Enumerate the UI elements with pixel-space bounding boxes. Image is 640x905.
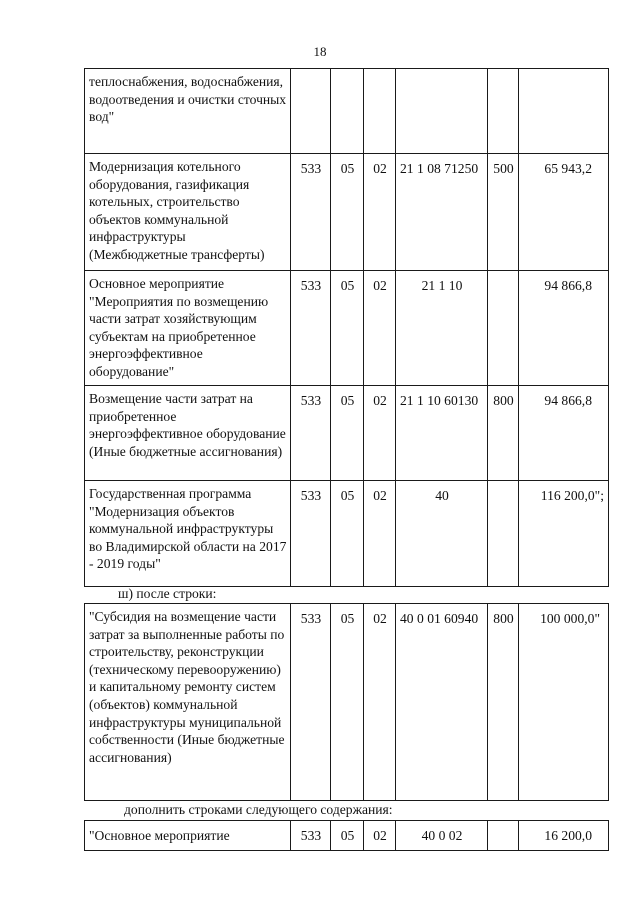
- expense-type-code: [488, 481, 519, 587]
- table-row: [85, 69, 609, 154]
- amount: 65 943,2: [519, 154, 609, 271]
- ministry-code: 533: [291, 481, 331, 587]
- budget-table-1: [84, 68, 609, 587]
- ministry-code: 533: [291, 386, 331, 481]
- subsection-code: 02: [364, 271, 396, 386]
- amount: 116 200,0";: [519, 481, 609, 587]
- table-row: [85, 386, 609, 481]
- expense-type-code: [488, 69, 519, 154]
- table-row: [85, 481, 609, 587]
- target-article-code: 40: [396, 481, 488, 587]
- amount: [519, 69, 609, 154]
- row-description: Государственная программа "Модернизация объектов коммунальной инфраструктуры во Владимирской области на 2017 - 2019 годы": [85, 481, 291, 587]
- subsection-code: 02: [364, 154, 396, 271]
- section-code: 05: [331, 271, 364, 386]
- table-row: [85, 821, 609, 851]
- subsection-code: [364, 69, 396, 154]
- amount: 94 866,8: [519, 271, 609, 386]
- ministry-code: 533: [291, 154, 331, 271]
- row-description: "Субсидия на возмещение части затрат за выполненные работы по строительству, реконструкции (техническому перевооружению) и капитальному ремонту систем (объектов) коммунальной инфраструктуры муниципальной собственности (Иные бюджетные ассигнования): [85, 604, 291, 801]
- caption-after-line: ш) после строки:: [118, 586, 217, 601]
- ministry-code: 533: [291, 271, 331, 386]
- section-code: [331, 69, 364, 154]
- row-description: Возмещение части затрат на приобретенное энергоэффективное оборудование (Иные бюджетные ассигнования): [85, 386, 291, 481]
- budget-table-2: [84, 603, 609, 801]
- target-article-code: 40 0 01 60940: [396, 604, 488, 801]
- section-code: 05: [331, 154, 364, 271]
- target-article-code: 21 1 10: [396, 271, 488, 386]
- subsection-code: 02: [364, 604, 396, 801]
- amount: 100 000,0": [519, 604, 609, 801]
- expense-type-code: 800: [488, 386, 519, 481]
- expense-type-code: [488, 821, 519, 851]
- row-description: Основное мероприятие "Мероприятия по возмещению части затрат хозяйствующим субъектам на приобретенное энергоэффективное оборудование": [85, 271, 291, 386]
- table-row: [85, 271, 609, 386]
- subsection-code: 02: [364, 821, 396, 851]
- row-description: Модернизация котельного оборудования, газификация котельных, строительство объектов коммунальной инфраструктуры (Межбюджетные трансферты): [85, 154, 291, 271]
- target-article-code: [396, 69, 488, 154]
- section-code: 05: [331, 821, 364, 851]
- ministry-code: [291, 69, 331, 154]
- row-description: теплоснабжения, водоснабжения, водоотведения и очистки сточных вод": [85, 69, 291, 154]
- subsection-code: 02: [364, 481, 396, 587]
- section-code: 05: [331, 481, 364, 587]
- subsection-code: 02: [364, 386, 396, 481]
- caption-add-lines: дополнить строками следующего содержания:: [124, 802, 393, 817]
- target-article-code: 40 0 02: [396, 821, 488, 851]
- expense-type-code: [488, 271, 519, 386]
- ministry-code: 533: [291, 604, 331, 801]
- table-row: [85, 604, 609, 801]
- page-number: 18: [313, 44, 327, 59]
- row-description: "Основное мероприятие: [85, 821, 291, 851]
- amount: 16 200,0: [519, 821, 609, 851]
- section-code: 05: [331, 604, 364, 801]
- ministry-code: 533: [291, 821, 331, 851]
- table-row: [85, 154, 609, 271]
- amount: 94 866,8: [519, 386, 609, 481]
- budget-table-3: [84, 820, 609, 851]
- expense-type-code: 800: [488, 604, 519, 801]
- section-code: 05: [331, 386, 364, 481]
- expense-type-code: 500: [488, 154, 519, 271]
- target-article-code: 21 1 08 71250: [396, 154, 488, 271]
- target-article-code: 21 1 10 60130: [396, 386, 488, 481]
